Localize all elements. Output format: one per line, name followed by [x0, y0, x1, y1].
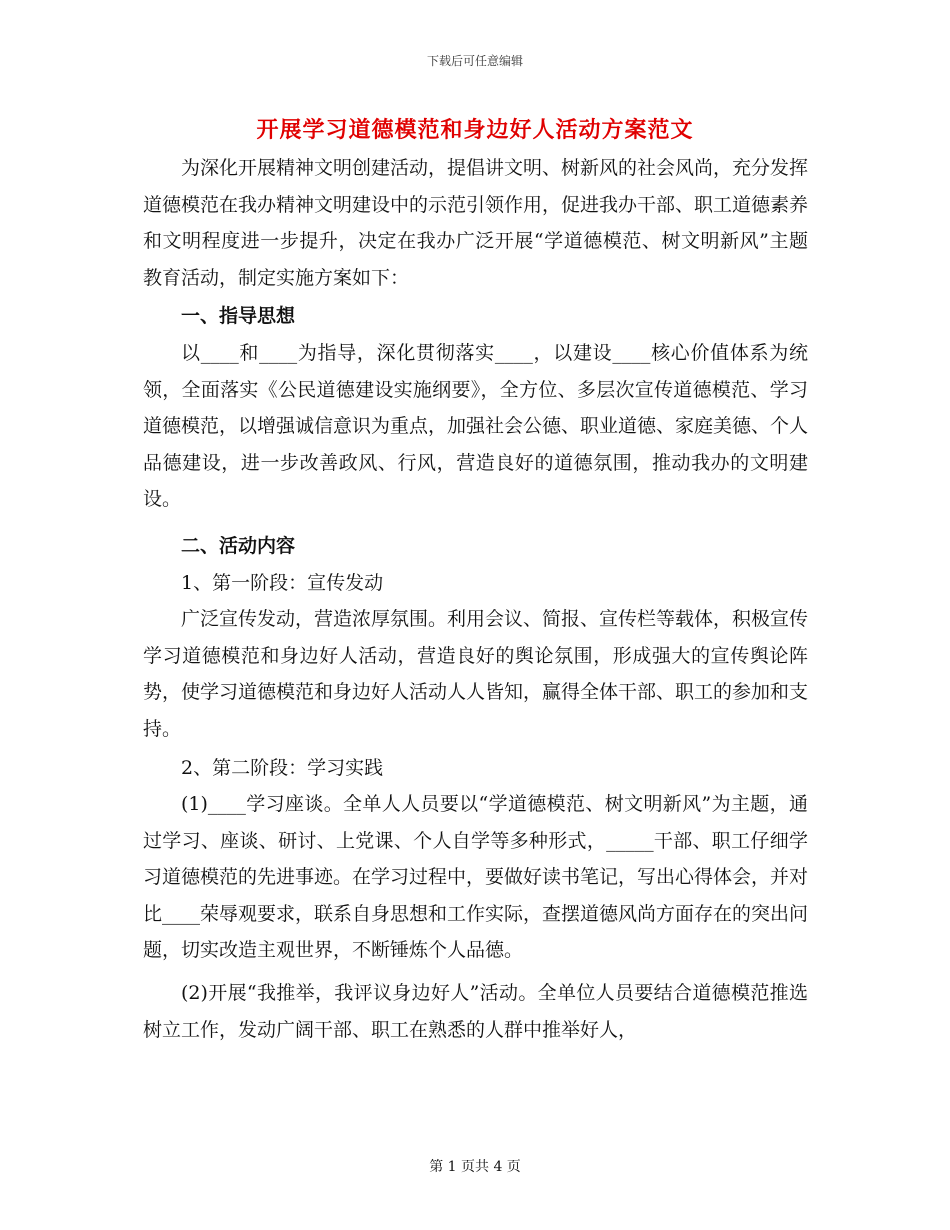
stage-one-heading: 1、第一阶段：宣传发动	[181, 571, 384, 594]
document-body	[143, 150, 808, 1048]
section-heading-guiding-ideology: 一、指导思想	[181, 305, 296, 328]
header-note: 下载后可任意编辑	[426, 54, 523, 68]
stage-two-item-1: (1)____学习座谈。全单人人员要以“学道德模范、树文明新风”为主题，通过学习、座谈、研讨、上党课、个人自学等多种形式，_____干部、职工仔细学习道德模范的先进事迹。在学习过程中，要做好读书笔记，写出心得体会，并对比____荣辱观要求，联系自身思想和工作实际，查摆道德风尚方面存在的突出问题，切实改造主观世界，不断锤炼个人品德。	[143, 793, 809, 962]
page-footer: 第 1 页共 4 页	[429, 1159, 521, 1175]
stage-one-paragraph: 广泛宣传发动，营造浓厚氛围。利用会议、简报、宣传栏等载体，积极宣传学习道德模范和身边好人活动，营造良好的舆论氛围，形成强大的宣传舆论阵势，使学习道德模范和身边好人活动人人皆知，赢得全体干部、职工的参加和支持。	[143, 608, 809, 740]
section-heading-activity-content: 二、活动内容	[181, 534, 296, 557]
guiding-ideology-paragraph: 以____和____为指导，深化贯彻落实____，以建设____核心价值体系为统领，全面落实《公民道德建设实施纲要》，全方位、多层次宣传道德模范、学习道德模范，以增强诚信意识为重点，加强社会公德、职业道德、家庭美德、个人品德建设，进一步改善政风、行风，营造良好的道德氛围，推动我办的文明建设。	[143, 341, 809, 511]
stage-two-item-2: (2)开展“我推举，我评议身边好人”活动。全单位人员要结合道德模范推选树立工作，发动广阔干部、职工在熟悉的人群中推举好人，	[143, 982, 808, 1041]
document-title: 开展学习道德模范和身边好人活动方案范文	[256, 117, 694, 143]
intro-paragraph: 为深化开展精神文明创建活动，提倡讲文明、树新风的社会风尚，充分发挥道德模范在我办精神文明建设中的示范引领作用，促进我办干部、职工道德素养和文明程度进一步提升，决定在我办广泛开展“学道德模范、树文明新风”主题教育活动，制定实施方案如下：	[143, 157, 809, 289]
stage-two-heading: 2、第二阶段：学习实践	[181, 756, 384, 779]
